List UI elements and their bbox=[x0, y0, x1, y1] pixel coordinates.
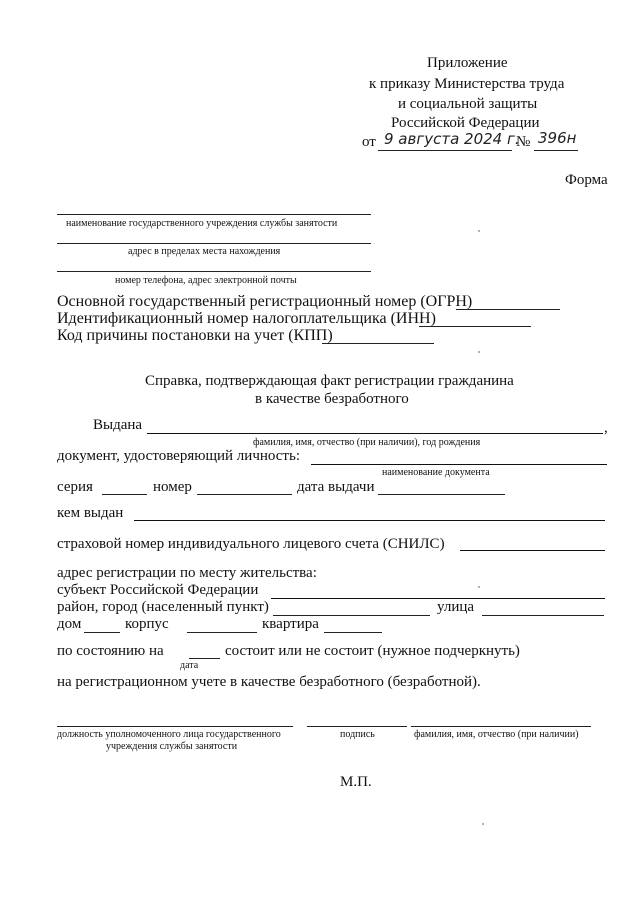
scan-speck bbox=[482, 823, 484, 825]
issued-comma: , bbox=[604, 420, 608, 436]
issued-label: Выдана bbox=[93, 417, 143, 433]
issued-caption: фамилия, имя, отчество (при наличии), год рождения bbox=[253, 437, 481, 448]
institution-contacts-caption: номер телефона, адрес электронной почты bbox=[115, 275, 297, 286]
house-label: дом bbox=[57, 616, 82, 632]
subject-label: субъект Российской Федерации bbox=[57, 582, 259, 598]
name-caption: фамилия, имя, отчество (при наличии) bbox=[414, 729, 579, 740]
kpp-field[interactable] bbox=[322, 343, 434, 344]
scan-speck bbox=[478, 586, 480, 588]
ogrn-field[interactable] bbox=[456, 309, 560, 310]
apartment-label: квартира bbox=[262, 616, 319, 632]
apartment-field[interactable] bbox=[324, 632, 382, 633]
signature-line bbox=[307, 726, 407, 727]
street-label: улица bbox=[437, 599, 475, 615]
stamp-label: М.П. bbox=[340, 774, 372, 790]
position-caption: должность уполномоченного лица государственного bbox=[57, 729, 281, 740]
address-label: адрес регистрации по месту жительства: bbox=[57, 565, 317, 581]
position-line bbox=[57, 726, 293, 727]
appendix-line-2: к приказу Министерства труда bbox=[369, 76, 565, 92]
ogrn-label: Основной государственный регистрационный номер (ОГРН) bbox=[57, 293, 473, 310]
number-label: номер bbox=[153, 479, 192, 495]
snils-field[interactable] bbox=[460, 550, 605, 551]
date-caption: дата bbox=[180, 660, 199, 671]
id-doc-label: документ, удостоверяющий личность: bbox=[57, 448, 300, 464]
position-caption-2: учреждения службы занятости bbox=[106, 741, 238, 752]
issued-by-field[interactable] bbox=[134, 520, 605, 521]
series-label: серия bbox=[57, 479, 93, 495]
number-prefix: № bbox=[516, 134, 531, 150]
street-field[interactable] bbox=[482, 615, 604, 616]
registration-text: на регистрационном учете в качестве безработного (безработной). bbox=[57, 674, 481, 690]
date-underline bbox=[378, 150, 512, 151]
institution-contacts-line bbox=[57, 271, 371, 272]
snils-label: страховой номер индивидуального лицевого счета (СНИЛС) bbox=[57, 536, 445, 552]
number-underline bbox=[534, 150, 578, 151]
appendix-line-3: и социальной защиты bbox=[398, 96, 538, 112]
as-of-date-field[interactable] bbox=[189, 658, 220, 659]
date-prefix: от bbox=[362, 134, 376, 150]
issued-to-field[interactable] bbox=[147, 433, 603, 434]
as-of-label: по состоянию на bbox=[57, 643, 164, 659]
institution-address-line bbox=[57, 243, 371, 244]
signature-caption: подпись bbox=[340, 729, 375, 740]
document-title-line-2: в качестве безработного bbox=[255, 391, 409, 407]
id-doc-field[interactable] bbox=[311, 464, 607, 465]
form-label: Форма bbox=[565, 172, 608, 188]
issued-by-label: кем выдан bbox=[57, 505, 124, 521]
inn-field[interactable] bbox=[419, 326, 531, 327]
series-field[interactable] bbox=[102, 494, 147, 495]
kpp-label: Код причины постановки на учет (КПП) bbox=[57, 327, 333, 344]
inn-label: Идентификационный номер налогоплательщика (ИНН) bbox=[57, 310, 436, 327]
id-doc-caption: наименование документа bbox=[382, 467, 490, 478]
institution-address-caption: адрес в пределах места нахождения bbox=[128, 246, 281, 257]
handwritten-date: 9 августа 2024 г. bbox=[384, 130, 520, 148]
document-title: Справка, подтверждающая факт регистрации гражданина bbox=[145, 373, 514, 389]
district-label: район, город (населенный пункт) bbox=[57, 599, 269, 615]
building-label: корпус bbox=[125, 616, 169, 632]
doc-number-field[interactable] bbox=[197, 494, 292, 495]
house-field[interactable] bbox=[84, 632, 120, 633]
appendix-line-4: Российской Федерации bbox=[391, 115, 540, 131]
issue-date-label: дата выдачи bbox=[297, 479, 375, 495]
status-text: состоит или не состоит (нужное подчеркнуть) bbox=[225, 643, 520, 659]
issue-date-field[interactable] bbox=[378, 494, 505, 495]
handwritten-number: 396н bbox=[538, 129, 577, 147]
scan-speck bbox=[478, 351, 480, 353]
institution-name-caption: наименование государственного учреждения службы занятости bbox=[66, 218, 338, 229]
building-field[interactable] bbox=[187, 632, 257, 633]
institution-name-line bbox=[57, 214, 371, 215]
name-line bbox=[411, 726, 591, 727]
scan-speck bbox=[478, 230, 480, 232]
appendix-title: Приложение bbox=[427, 55, 508, 71]
